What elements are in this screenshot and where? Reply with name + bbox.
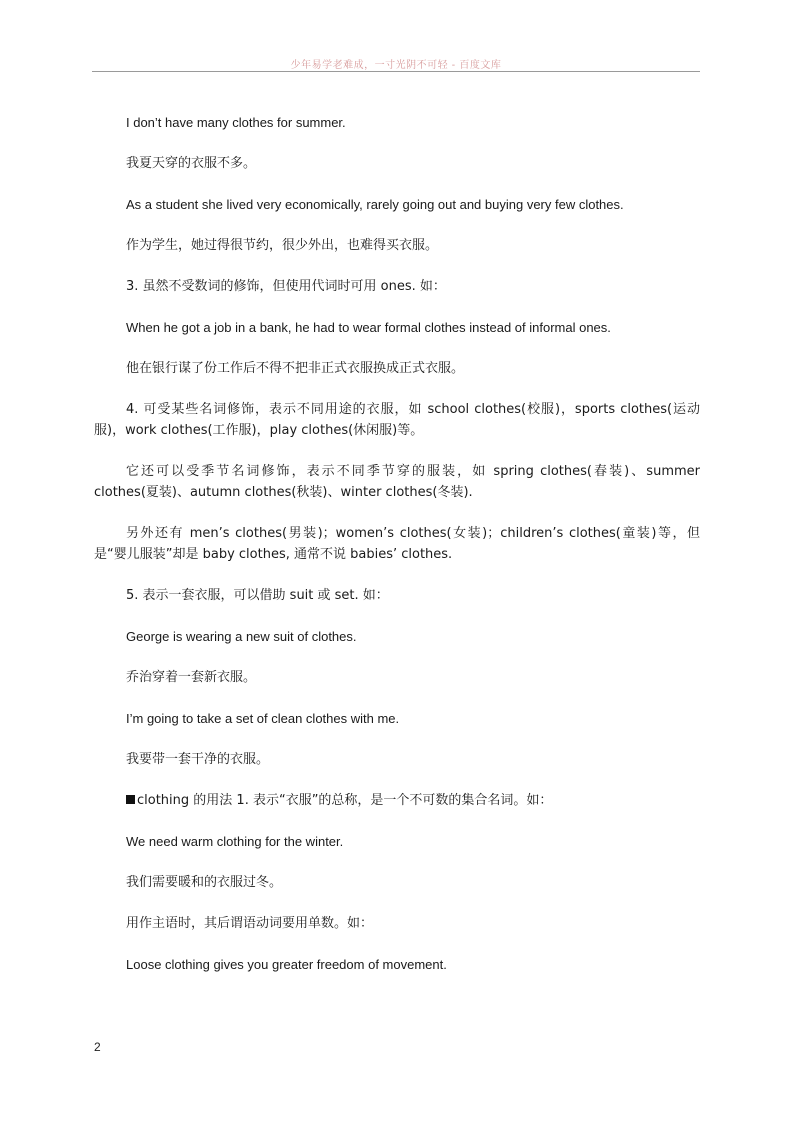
paragraph-17: We need warm clothing for the winter. [126, 834, 344, 849]
paragraph-16 [126, 790, 700, 811]
paragraph-14: I’m going to take a set of clean clothes with me. [126, 711, 400, 726]
paragraph-16-text: clothing 的用法 1. 表示“衣服”的总称，是一个不可数的集合名词。如： [137, 793, 553, 808]
paragraph-3: As a student she lived very economically, rarely going out and buying very few clothes. [126, 197, 624, 212]
paragraph-5: 3. 虽然不受数词的修饰，但使用代词时可用 ones. 如： [126, 279, 446, 294]
paragraph-7: 他在银行谋了份工作后不得不把非正式衣服换成正式衣服。 [126, 361, 465, 376]
page-number: 2 [94, 1040, 101, 1054]
page-header: 少年易学老难成，一寸光阴不可轻 - 百度文库 [290, 60, 502, 71]
paragraph-13: 乔治穿着一套新衣服。 [126, 670, 257, 685]
paragraph-12: George is wearing a new suit of clothes. [126, 629, 357, 644]
paragraph-10: 另外还有 men’s clothes(男装)；women’s clothes(女装)；children’s clothes(童装)等，但是“婴儿服装”却是 baby clothes, 通常不说 babies’ clothes. [94, 526, 700, 562]
paragraph-2: 我夏天穿的衣服不多。 [126, 156, 257, 171]
paragraph-20: Loose clothing gives you greater freedom of movement. [126, 957, 447, 972]
paragraph-9: 它还可以受季节名词修饰，表示不同季节穿的服装，如 spring clothes(春装)、summer clothes(夏装)、autumn clothes(秋装)、winter clothes(冬装). [94, 464, 700, 500]
header-divider [92, 71, 700, 72]
paragraph-15: 我要带一套干净的衣服。 [126, 752, 270, 767]
paragraph-4: 作为学生，她过得很节约，很少外出，也难得买衣服。 [126, 238, 439, 253]
document-body [94, 112, 700, 975]
paragraph-19: 用作主语时，其后谓语动词要用单数。如： [126, 916, 374, 931]
paragraph-11: 5. 表示一套衣服，可以借助 suit 或 set. 如： [126, 588, 389, 603]
square-bullet-icon [126, 795, 135, 804]
paragraph-18: 我们需要暖和的衣服过冬。 [126, 875, 283, 890]
paragraph-8: 4. 可受某些名词修饰，表示不同用途的衣服，如 school clothes(校服)，sports clothes(运动服)，work clothes(工作服)，play clothes(休闲服)等。 [94, 402, 700, 438]
paragraph-1: I don’t have many clothes for summer. [126, 115, 346, 130]
paragraph-6: When he got a job in a bank, he had to wear formal clothes instead of informal ones. [126, 320, 611, 335]
